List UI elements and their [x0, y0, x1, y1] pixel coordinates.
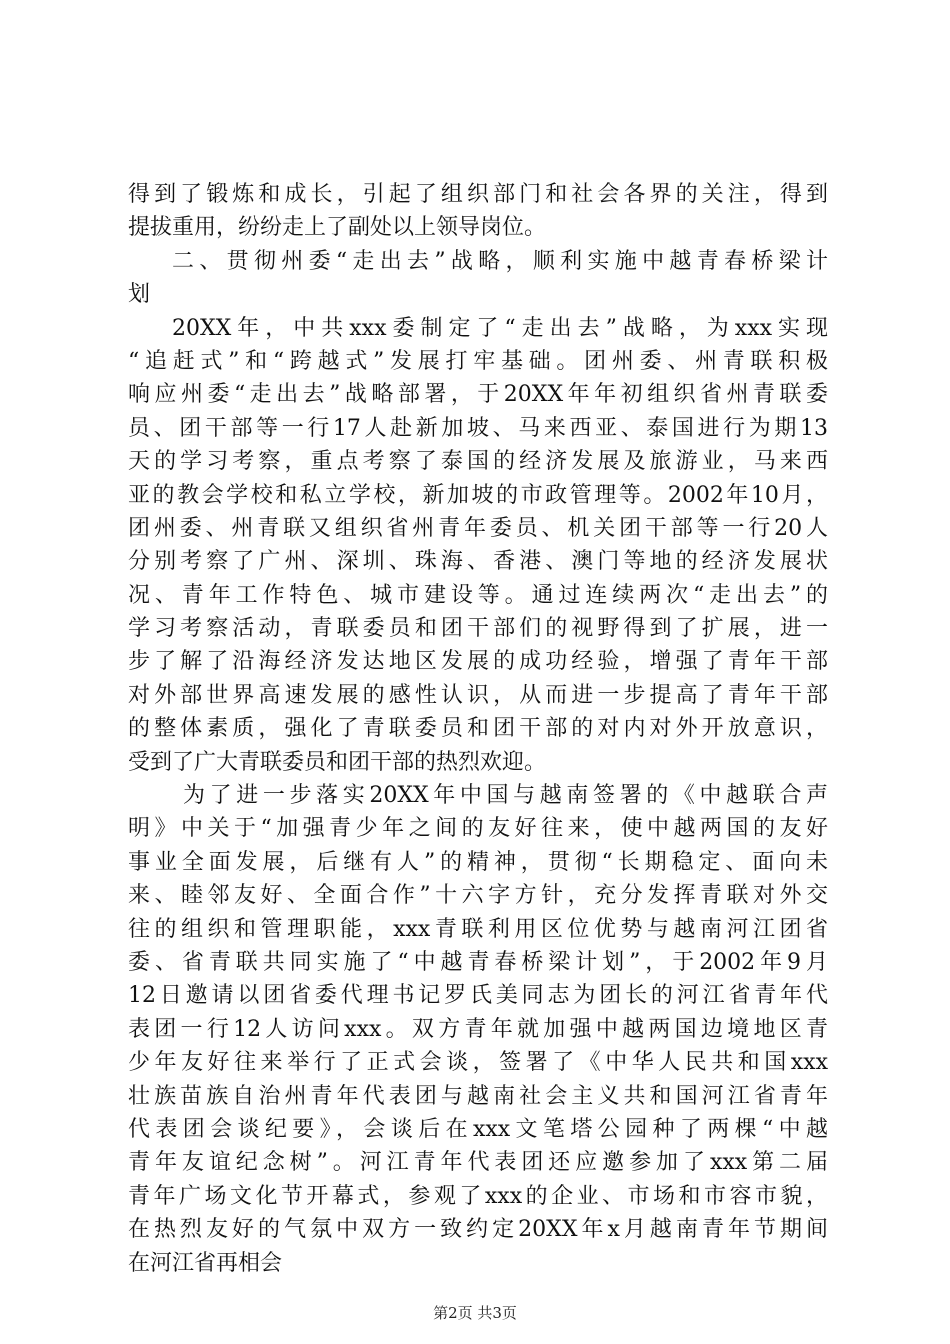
text-line: 受到了广大青联委员和团干部的热烈欢迎。 [128, 749, 547, 775]
text-line: 青年广场文化节开幕式，参观了xxx的企业、市场和市容市貌， [128, 1183, 828, 1209]
text-line: 学习考察活动，青联委员和团干部们的视野得到了扩展，进一 [128, 616, 828, 642]
text-line: 分别考察了广州、深圳、珠海、香港、澳门等地的经济发展状 [128, 549, 828, 575]
text-line: 事业全面发展，后继有人”的精神，贯彻“长期稳定、面向未 [128, 849, 828, 875]
text-line: 的整体素质，强化了青联委员和团干部的对内对外开放意识， [128, 716, 828, 742]
text-line: 在河江省再相会 [128, 1250, 283, 1276]
text-line: 划 [128, 282, 151, 308]
text-line: 响应州委“走出去”战略部署，于20XX年年初组织省州青联委 [128, 382, 828, 408]
text-line: 代表团会谈纪要》，会谈后在xxx文笔塔公园种了两棵“中越 [128, 1116, 828, 1142]
text-line: 少年友好往来举行了正式会谈，签署了《中华人民共和国xxx [128, 1050, 828, 1076]
text-line: 亚的教会学校和私立学校，新加坡的市政管理等。2002年10月， [128, 482, 828, 508]
text-line: 团州委、州青联又组织省州青年委员、机关团干部等一行20人 [128, 515, 828, 541]
text-line: 来、睦邻友好、全面合作”十六字方针，充分发挥青联对外交 [128, 883, 828, 909]
document-body [128, 178, 828, 1280]
text-line: 壮族苗族自治州青年代表团与越南社会主义共和国河江省青年 [128, 1083, 828, 1109]
text-line: 员、团干部等一行17人赴新加坡、马来西亚、泰国进行为期13 [128, 415, 828, 441]
text-line: 在热烈友好的气氛中双方一致约定20XX年x月越南青年节期间 [128, 1217, 828, 1243]
text-line: 提拔重用，纷纷走上了副处以上领导岗位。 [128, 215, 547, 241]
text-line: 二、贯彻州委“走出去”战略，顺利实施中越青春桥梁计 [172, 248, 828, 274]
text-line: 得到了锻炼和成长，引起了组织部门和社会各界的关注，得到 [128, 182, 828, 207]
text-line: 20XX年，中共xxx委制定了“走出去”战略，为xxx实现 [172, 315, 828, 341]
text-line: 表团一行12人访问xxx。双方青年就加强中越两国边境地区青 [128, 1016, 828, 1042]
text-line: 明》中关于“加强青少年之间的友好往来，使中越两国的友好 [128, 816, 828, 842]
text-line: 天的学习考察，重点考察了泰国的经济发展及旅游业，马来西 [128, 449, 828, 475]
text-line: 往的组织和管理职能，xxx青联利用区位优势与越南河江团省 [128, 916, 828, 942]
text-line: 委、省青联共同实施了“中越青春桥梁计划”，于2002年9月 [128, 949, 828, 975]
text-line: 青年友谊纪念树”。河江青年代表团还应邀参加了xxx第二届 [128, 1150, 828, 1176]
text-line: 况、青年工作特色、城市建设等。通过连续两次“走出去”的 [128, 582, 828, 608]
text-line: 对外部世界高速发展的感性认识，从而进一步提高了青年干部 [128, 682, 828, 708]
text-line: 12日邀请以团省委代理书记罗氏美同志为团长的河江省青年代 [128, 983, 828, 1009]
page-footer: 第2页 共3页 [433, 1304, 517, 1322]
text-line: 步了解了沿海经济发达地区发展的成功经验，增强了青年干部 [128, 649, 828, 675]
text-line: 为了进一步落实20XX年中国与越南签署的《中越联合声 [183, 783, 828, 809]
text-line: “追赶式”和“跨越式”发展打牢基础。团州委、州青联积极 [128, 348, 828, 374]
